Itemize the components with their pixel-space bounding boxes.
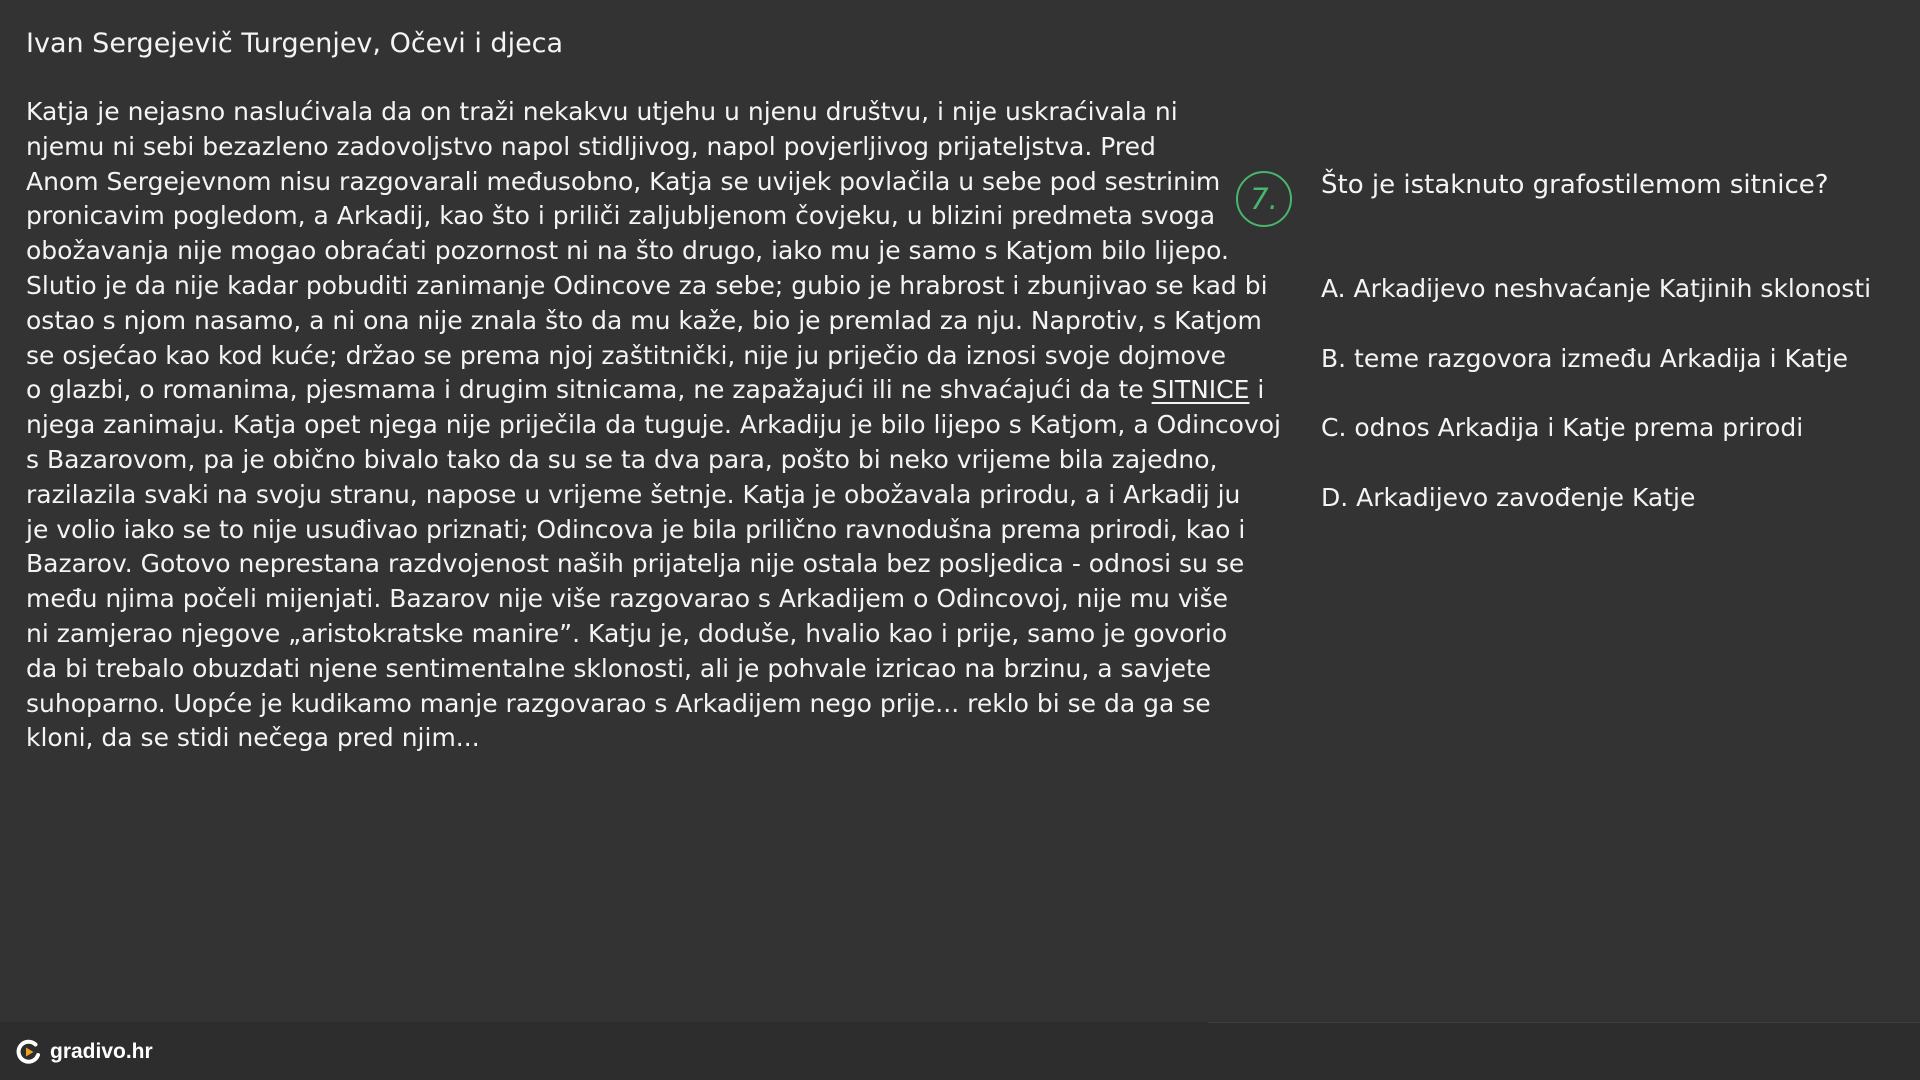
passage-line-10: njega zanimaju. Katja opet njega nije priječila da tuguje. Arkadiju je bilo lijepo s Katjom, a Odincovoj <box>26 410 1282 440</box>
passage-line-6: Slutio je da nije kadar pobuditi zanimanje Odincove za sebe; gubio je hrabrost i zbunjivao se kad bi <box>26 270 1268 300</box>
passage-line-8: se osjećao kao kod kuće; držao se prema njoj zaštitnički, nije ju priječio da iznosi svoje dojmove <box>26 340 1227 370</box>
answer-option-d[interactable]: D. Arkadijevo zavođenje Katje <box>1321 482 1696 512</box>
passage-line-15: među njima počeli mijenjati. Bazarov nije više razgovarao s Arkadijem o Odincovoj, nije mu više <box>26 584 1228 614</box>
answer-option-a[interactable]: A. Arkadijevo neshvaćanje Katjinih sklonosti <box>1321 274 1872 303</box>
footer-divider <box>1208 1022 1920 1023</box>
passage-line-7: ostao s njom nasamo, a ni ona nije znala što da mu kaže, bio je premlad za nju. Naprotiv, s Katjom <box>26 305 1262 335</box>
passage-line-2: njemu ni sebi bezazleno zadovoljstvo napol stidljivog, napol povjerljivog prijateljstva. Pred <box>26 131 1156 161</box>
gradivo-logo-icon <box>14 1038 42 1066</box>
passage-line-9-end: i <box>1249 375 1265 405</box>
passage-line-9 <box>26 373 1265 408</box>
passage-line-19: kloni, da se stidi nečega pred njim... <box>26 723 480 753</box>
passage-line-17: da bi trebalo obuzdati njene sentimentalne sklonosti, ali je pohvale izricao na brzinu, a savjete <box>26 653 1212 683</box>
brand-name: gradivo.hr <box>50 1040 153 1063</box>
passage-line-16: ni zamjerao njegove „aristokratske manire”. Katju je, doduše, hvalio kao i prije, samo je govorio <box>26 618 1228 648</box>
passage-line-13: je volio iako se to nije usuđivao priznati; Odincova je bila prilično ravnodušna prema prirodi, kao i <box>26 514 1246 544</box>
passage-line-3: Anom Sergejevnom nisu razgovarali međusobno, Katja se uvijek povlačila u sebe pod sestrinim <box>26 166 1221 196</box>
answer-option-c[interactable]: C. odnos Arkadija i Katje prema prirodi <box>1321 413 1804 442</box>
source-title: Ivan Sergejevič Turgenjev, Očevi i djeca <box>26 28 564 59</box>
passage-line-1: Katja je nejasno naslućivala da on traži nekakvu utjehu u njenu društvu, i nije uskraćivala ni <box>26 97 1178 126</box>
passage-line-12: razilazila svaki na svoju stranu, napose u vrijeme šetnje. Katja je obožavala prirodu, a i Arkadij ju <box>26 479 1241 509</box>
underlined-word-sitnice: SITNICE <box>1151 375 1250 405</box>
brand[interactable] <box>14 1036 153 1068</box>
passage-line-14: Bazarov. Gotovo neprestana razdvojenost naših prijatelja nije ostala bez posljedica - odnosi su se <box>26 549 1245 579</box>
answer-option-b[interactable]: B. teme razgovora između Arkadija i Katje <box>1321 343 1848 373</box>
passage-line-5: obožavanja nije mogao obraćati pozornost ni na što drugo, iako mu je samo s Katjom bilo lijepo. <box>26 236 1229 266</box>
literary-passage <box>26 95 1282 756</box>
answer-options <box>1321 270 1871 548</box>
passage-line-9-start: o glazbi, o romanima, pjesmama i drugim sitnicama, ne zapažajući ili ne shvaćajući da te <box>26 375 1152 405</box>
passage-line-11: s Bazarovom, pa je obično bivalo tako da su se ta dva para, pošto bi neko vrijeme bila zajedno, <box>26 444 1218 474</box>
question-number-badge: 7. <box>1236 171 1292 227</box>
passage-line-4: pronicavim pogledom, a Arkadij, kao što i priliči zaljubljenom čovjeku, u blizini predmeta svoga <box>26 201 1216 231</box>
footer-bar <box>0 1022 1920 1080</box>
passage-line-18: suhoparno. Uopće je kudikamo manje razgovarao s Arkadijem nego prije... reklo bi se da ga se <box>26 688 1211 718</box>
question-text: Što je istaknuto grafostilemom sitnice? <box>1321 170 1829 200</box>
